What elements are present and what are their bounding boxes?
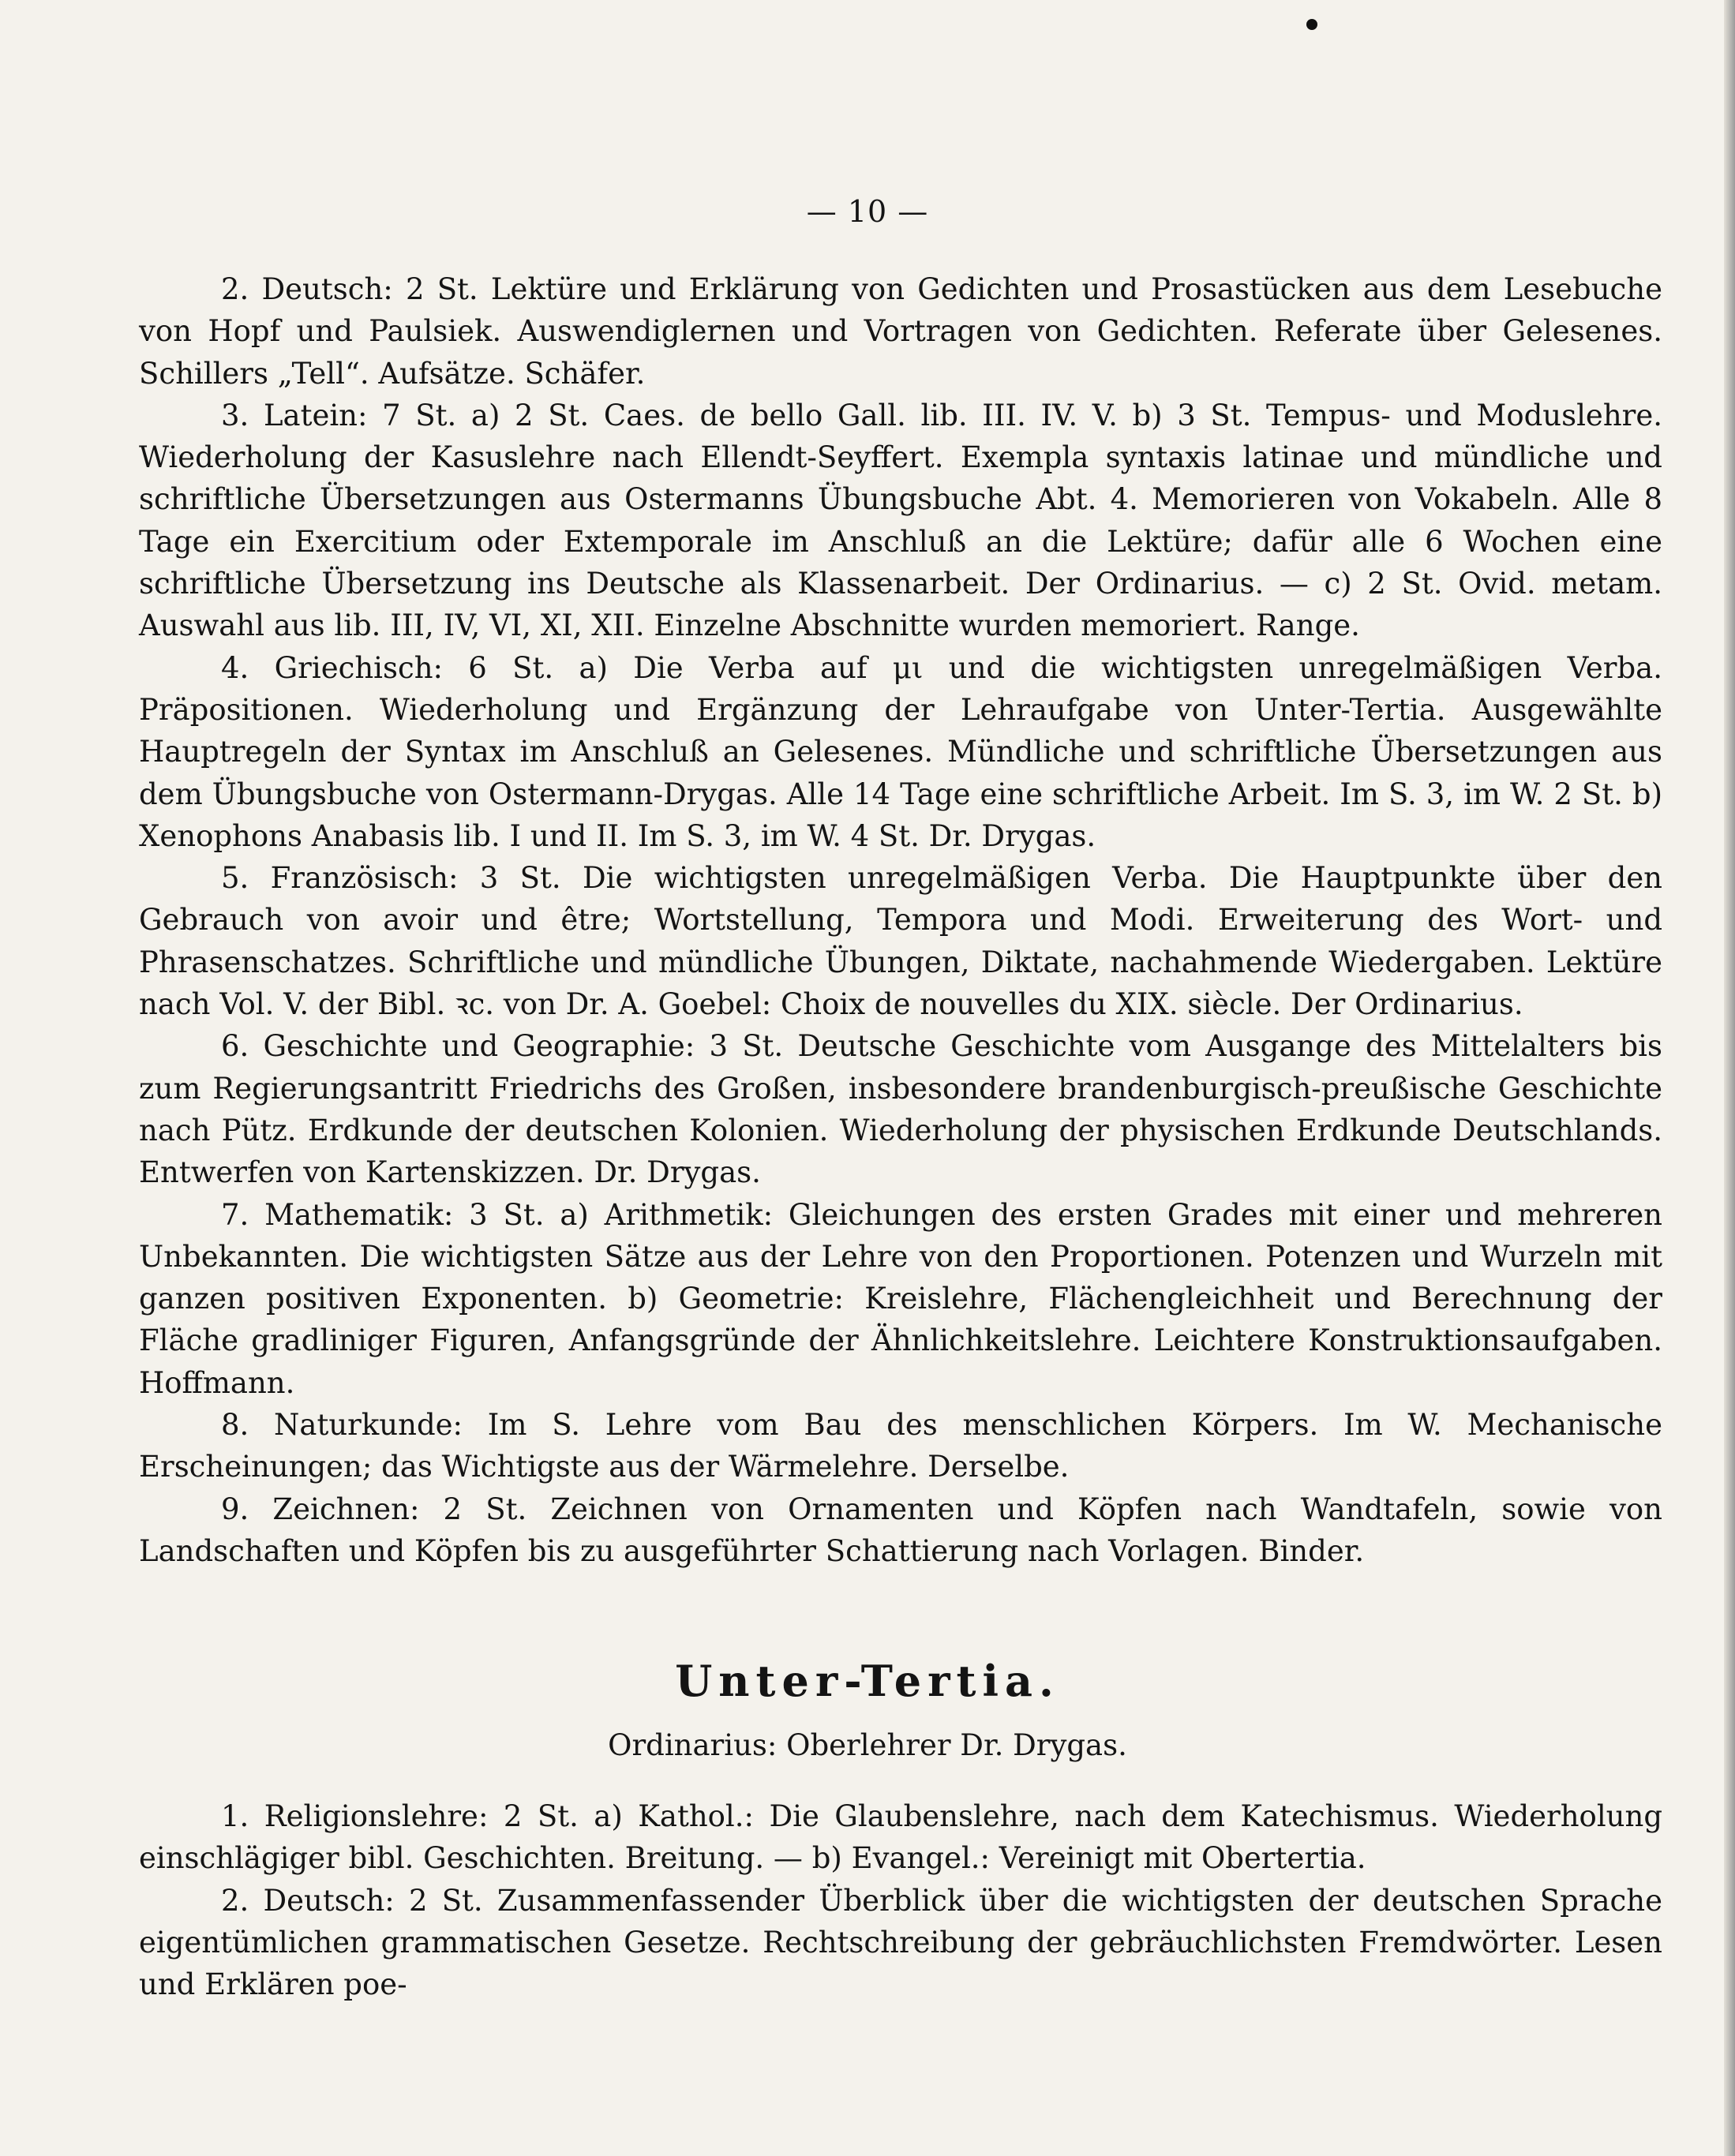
obertertia-curriculum <box>139 268 1662 1572</box>
paragraph-naturkunde: 8. Naturkunde: Im S. Lehre vom Bau des menschlichen Körpers. Im W. Mechanische Erscheinungen; das Wichtigste aus der Wärmelehre. Derselbe. <box>139 1408 1662 1484</box>
paragraph-franzoesisch: 5. Französisch: 3 St. Die wichtigsten unregelmäßigen Verba. Die Hauptpunkte über den Gebrauch von avoir und être; Wortstellung, Tempora und Modi. Erweiterung des Wort- und Phrasenschatzes. Schriftliche und mündliche Übungen, Diktate, nachahmende Wiedergaben. Lektüre nach Vol. V. der Bibl. ꝛc. von Dr. A. Goebel: Choix de nouvelles du XIX. siècle. Der Ordinarius. <box>139 861 1662 1022</box>
paragraph-latein: 3. Latein: 7 St. a) 2 St. Caes. de bello Gall. lib. III. IV. V. b) 3 St. Tempus- und Moduslehre. Wiederholung der Kasuslehre nach Ellendt-Seyffert. Exempla syntaxis latinae und mündliche und schriftliche Übersetzungen aus Ostermanns Übungsbuche Abt. 4. Memorieren von Vokabeln. Alle 8 Tage ein Exercitium oder Extemporale im Anschluß an die Lektüre; dafür alle 6 Wochen eine schriftliche Übersetzung ins Deutsche als Klassenarbeit. Der Ordinarius. — c) 2 St. Ovid. metam. Auswahl aus lib. III, IV, VI, XI, XII. Einzelne Abschnitte wurden memoriert. Range. <box>139 398 1662 643</box>
section-heading: Unter-Tertia. <box>675 1656 1060 1706</box>
paragraph-griechisch: 4. Griechisch: 6 St. a) Die Verba auf μι und die wichtigsten unregelmäßigen Verba. Präpositionen. Wiederholung und Ergänzung der Lehraufgabe von Unter-Tertia. Ausgewählte Hauptregeln der Syntax im Anschluß an Gelesenes. Mündliche und schriftliche Übersetzungen aus dem Übungsbuche von Ostermann-Drygas. Alle 14 Tage eine schriftliche Arbeit. Im S. 3, im W. 2 St. b) Xenophons Anabasis lib. I und II. Im S. 3, im W. 4 St. Dr. Drygas. <box>139 650 1662 853</box>
section-ordinarius: Ordinarius: Oberlehrer Dr. Drygas. <box>608 1728 1127 1762</box>
untertertia-curriculum <box>139 1795 1662 2005</box>
paragraph-deutsch-untertertia: 2. Deutsch: 2 St. Zusammenfassender Überblick über die wichtigsten der deutschen Sprache eigentümlichen grammatischen Gesetze. Rechtschreibung der gebräuchlichsten Fremdwörter. Lesen und Erklären poe- <box>139 1883 1662 2002</box>
page-edge-shadow <box>1724 0 1735 2156</box>
paragraph-geschichte-geographie: 6. Geschichte und Geographie: 3 St. Deutsche Geschichte vom Ausgange des Mittelalters bis zum Regierungsantritt Friedrichs des Großen, insbesondere brandenburgisch-preußische Geschichte nach Pütz. Erdkunde der deutschen Kolonien. Wiederholung der physischen Erdkunde Deutschlands. Entwerfen von Kartenskizzen. Dr. Drygas. <box>139 1029 1662 1190</box>
ink-dot <box>1306 19 1317 30</box>
paragraph-religionslehre: 1. Religionslehre: 2 St. a) Kathol.: Die Glaubenslehre, nach dem Katechismus. Wiederholung einschlägiger bibl. Geschichten. Breitung. — b) Evangel.: Vereinigt mit Obertertia. <box>139 1799 1662 1876</box>
paragraph-zeichnen: 9. Zeichnen: 2 St. Zeichnen von Ornamenten und Köpfen nach Wandtafeln, sowie von Landschaften und Köpfen bis zu ausgeführter Schattierung nach Vorlagen. Binder. <box>139 1492 1662 1568</box>
paragraph-mathematik: 7. Mathematik: 3 St. a) Arithmetik: Gleichungen des ersten Grades mit einer und mehreren Unbekannten. Die wichtigsten Sätze aus der Lehre von den Proportionen. Potenzen und Wurzeln mit ganzen positiven Exponenten. b) Geometrie: Kreislehre, Flächengleichheit und Berechnung der Fläche gradliniger Figuren, Anfangsgründe der Ähnlichkeitslehre. Leichtere Konstruktionsaufgaben. Hoffmann. <box>139 1197 1662 1400</box>
page-number: — 10 — <box>806 194 929 229</box>
paragraph-deutsch: 2. Deutsch: 2 St. Lektüre und Erklärung von Gedichten und Prosastücken aus dem Lesebuche von Hopf und Paulsiek. Auswendiglernen und Vortragen von Gedichten. Referate über Gelesenes. Schillers „Tell“. Aufsätze. Schäfer. <box>139 272 1662 391</box>
